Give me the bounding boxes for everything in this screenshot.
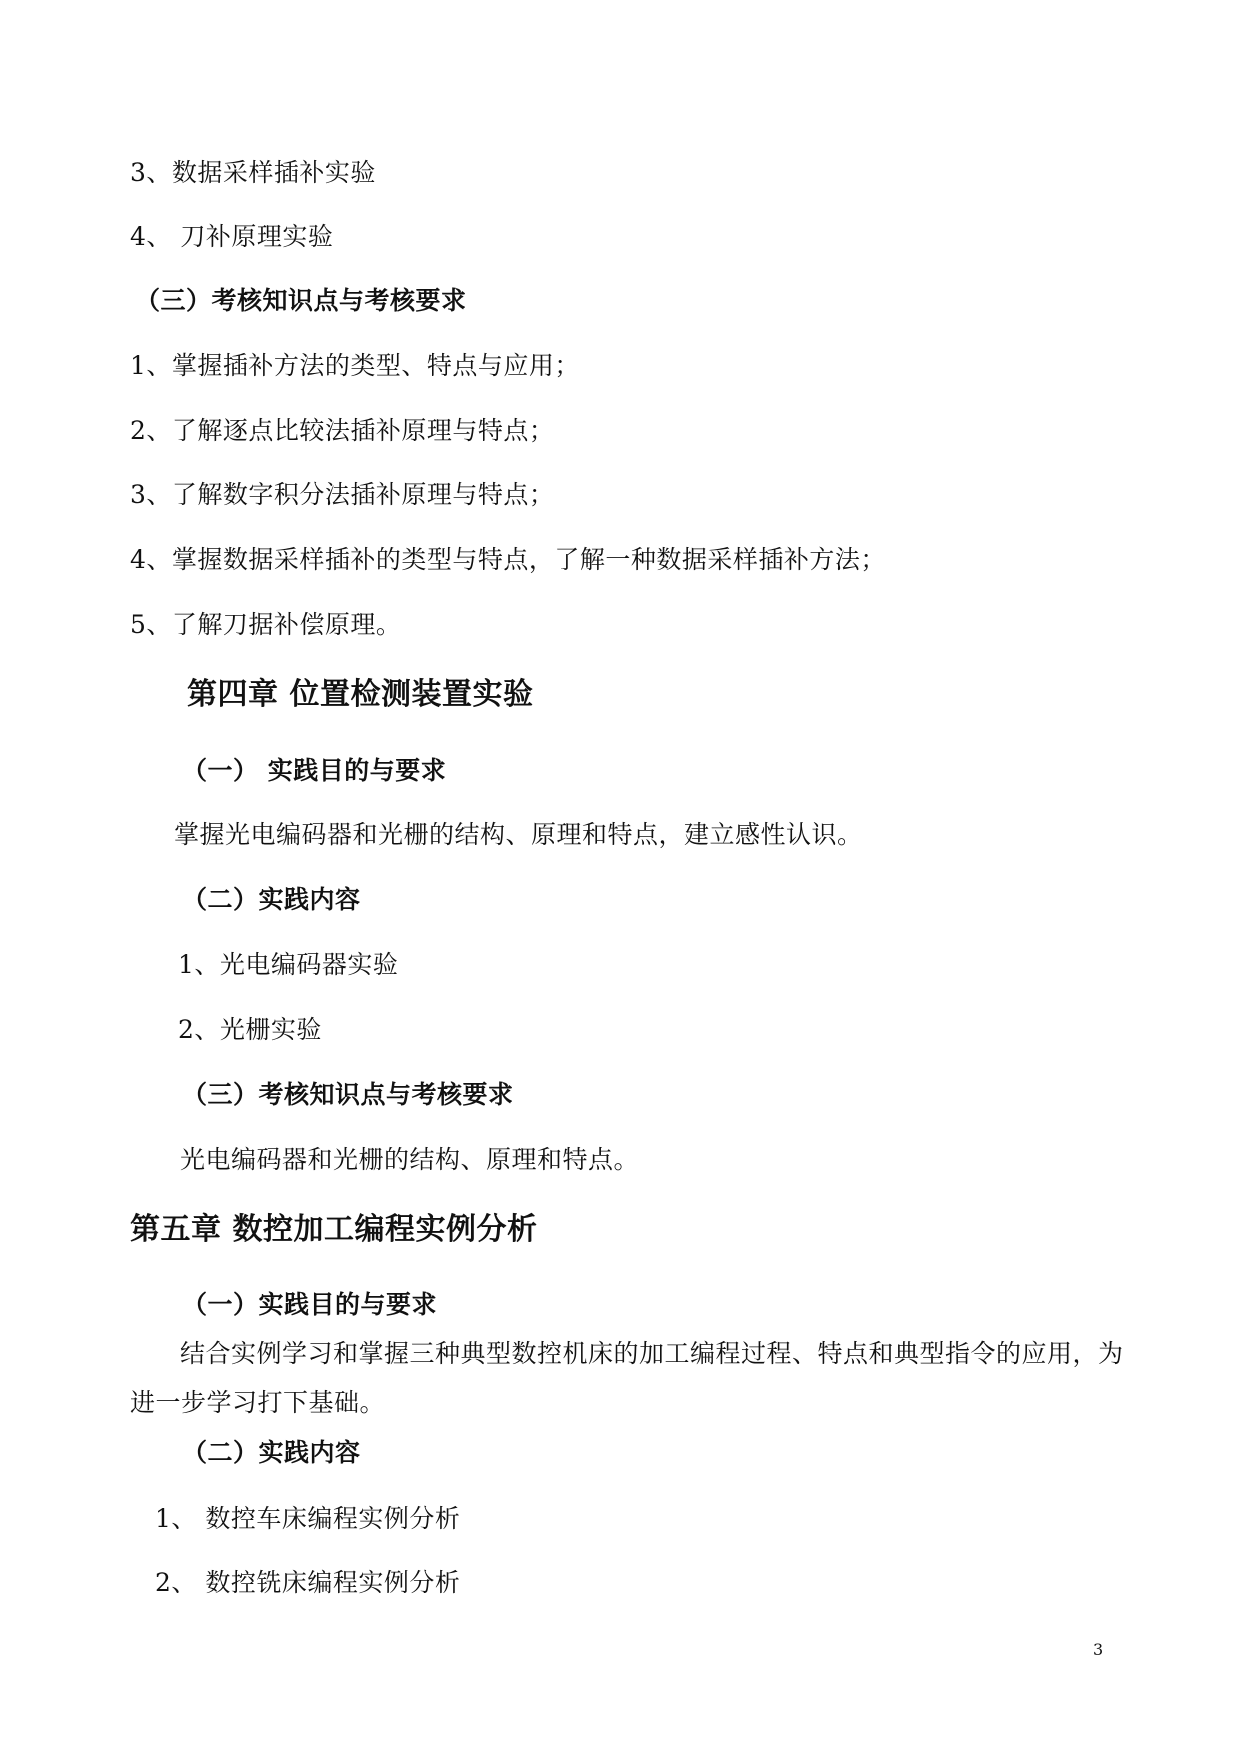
list-item: 5、了解刀据补偿原理。 <box>130 610 402 639</box>
list-item: 3、了解数字积分法插补原理与特点； <box>130 480 555 509</box>
section-heading: （三）考核知识点与考核要求 <box>135 286 467 315</box>
list-item: 2、了解逐点比较法插补原理与特点； <box>130 416 555 445</box>
list-item: 4、 刀补原理实验 <box>130 222 334 251</box>
section-heading: （一）实践目的与要求 <box>182 1290 438 1319</box>
paragraph: 掌握光电编码器和光栅的结构、原理和特点，建立感性认识。 <box>174 820 863 849</box>
list-item: 1、掌握插补方法的类型、特点与应用； <box>130 351 580 380</box>
list-item: 3、数据采样插补实验 <box>130 158 376 187</box>
list-item: 2、 数控铣床编程实例分析 <box>155 1568 461 1597</box>
list-item: 4、掌握数据采样插补的类型与特点，了解一种数据采样插补方法； <box>130 545 886 574</box>
paragraph: 进一步学习打下基础。 <box>130 1388 386 1417</box>
list-item: 2、光栅实验 <box>178 1015 322 1044</box>
page-number: 3 <box>1093 1640 1104 1659</box>
list-item: 1、 数控车床编程实例分析 <box>155 1504 461 1533</box>
section-heading: （一） 实践目的与要求 <box>182 756 447 785</box>
chapter-heading: 第四章 位置检测装置实验 <box>187 677 534 712</box>
chapter-heading: 第五章 数控加工编程实例分析 <box>130 1212 538 1247</box>
section-heading: （二）实践内容 <box>182 885 361 914</box>
section-heading: （三）考核知识点与考核要求 <box>182 1080 514 1109</box>
paragraph: 结合实例学习和掌握三种典型数控机床的加工编程过程、特点和典型指令的应用，为 <box>180 1339 1124 1368</box>
section-heading: （二）实践内容 <box>182 1438 361 1467</box>
paragraph: 光电编码器和光栅的结构、原理和特点。 <box>180 1145 640 1174</box>
list-item: 1、光电编码器实验 <box>178 950 399 979</box>
